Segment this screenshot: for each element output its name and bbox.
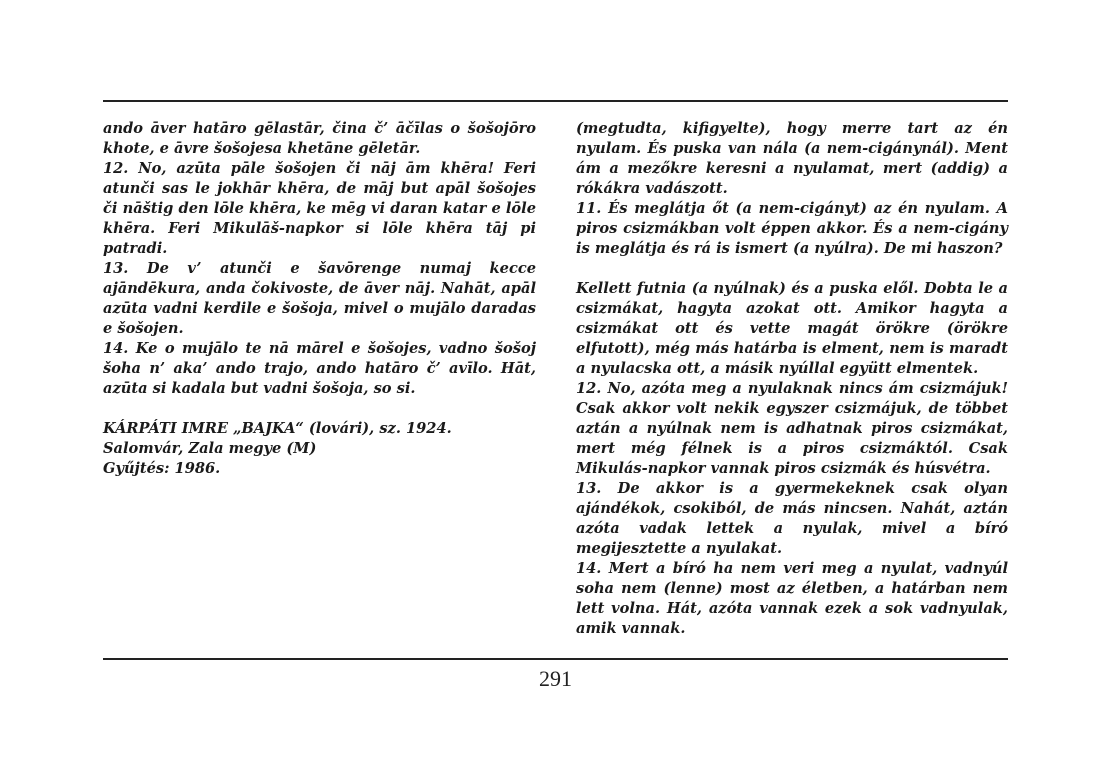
source-attribution: KÁRPÁTI IMRE „BAJKA“ (lovári), sz. 1924.	[103, 420, 452, 437]
page-number: 291	[539, 666, 572, 691]
paragraph: ando āver hatāro gēlastār, čina č’ āčīlas o šošojōro khote, e āvre šošojesa khetāne gēletār.	[103, 120, 536, 157]
paragraph: 14. Ke o mujālo te nā mārel e šošojes, vadno šošoj šoha n’ aka’ ando trajo, ando hatāro č’ avīlo. Hāt, azūta si kadala but vadni šošoja, so si.	[103, 340, 536, 397]
paragraph: 14. Mert a bíró ha nem veri meg a nyulat, vadnyúl soha nem (lenne) most az életben, a határban nem lett volna. Hát, azóta vannak ezek a sok vadnyulak, amik vannak.	[576, 560, 1008, 637]
paragraph: 12. No, azūta pāle šošojen či nāj ām khēra! Feri atunči sas le jokhār khēra, de māj but apāl šošojes či nāštig den lōle khēra, ke mēg vi daran katar e lōle khēra. Feri Mikulāš-napkor si lōle khēra tāj pi patradi.	[103, 160, 536, 257]
source-collection-year: Gyűjtés: 1986.	[103, 460, 221, 477]
spacer	[103, 399, 536, 419]
paragraph: Kellett futnia (a nyúlnak) és a puska elől. Dobta le a csizmákat, hagyta azokat ott. Amikor hagyta a csizmákat ott és vette magát örökre (örökre elfutott), még más határba is elment, nem is maradt a nyulacska ott, a másik nyúllal együtt elmentek.	[576, 280, 1008, 377]
source-location: Salomvár, Zala megye (M)	[103, 440, 317, 457]
paragraph: 13. De v’ atunči e šavōrenge numaj kecce ajāndēkura, anda čokivoste, de āver nāj. Nahāt, apāl azūta vadni kerdile e šošoja, mivel o mujālo daradas e šošojen.	[103, 260, 536, 337]
paragraph: 12. No, azóta meg a nyulaknak nincs ám csizmájuk! Csak akkor volt nekik egyszer csizmájuk, de többet aztán a nyúlnak nem is adhatnak piros csizmákat, mert még félnek is a piros csizmáktól. Csak Mikulás-napkor vannak piros csizmák és húsvétra.	[576, 380, 1008, 477]
right-column	[576, 119, 1008, 639]
paragraph: 11. És meglátja őt (a nem-cigányt) az én nyulam. A piros csizmákban volt éppen akkor. És a nem-cigány is meglátja és rá is ismert (a nyúlra). De mi haszon?	[576, 200, 1008, 257]
paragraph: 13. De akkor is a gyermekeknek csak olyan ajándékok, csokiból, de más nincsen. Nahát, aztán azóta vadak lettek a nyulak, mivel a bíró megijesztette a nyulakat.	[576, 480, 1008, 557]
spacer	[576, 259, 1008, 279]
top-rule	[103, 100, 1008, 102]
bottom-rule	[103, 658, 1008, 660]
left-column	[103, 119, 536, 479]
paragraph: (megtudta, kifigyelte), hogy merre tart az én nyulam. És puska van nála (a nem-cigánynál). Ment ám a mezőkre keresni a nyulamat, mert (addig) a rókákra vadászott.	[576, 120, 1008, 197]
